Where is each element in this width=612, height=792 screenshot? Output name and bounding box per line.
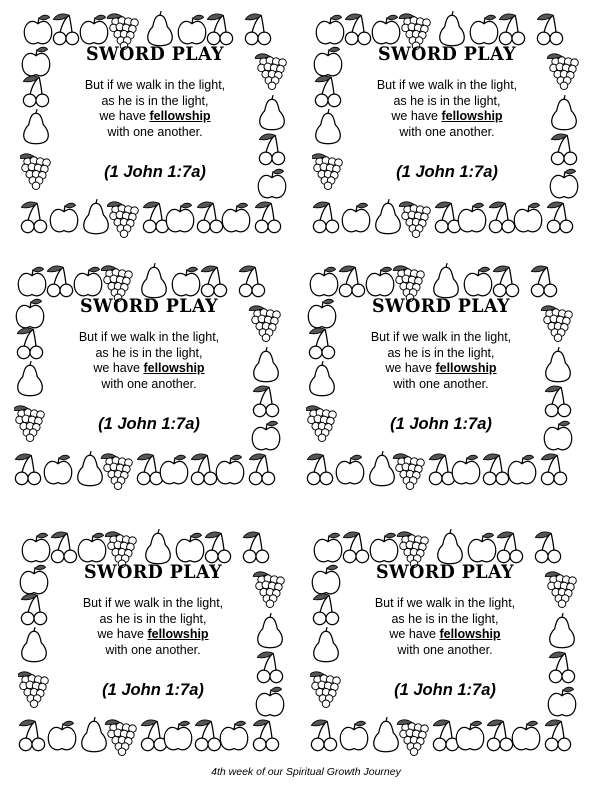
- verse-card: [310, 528, 580, 756]
- cherry-icon: [307, 454, 332, 485]
- verse-line-3-prefix: we have: [99, 109, 146, 123]
- verse-card: [18, 528, 288, 756]
- verse-text: [60, 596, 246, 658]
- cherry-icon: [197, 202, 222, 233]
- grapes-icon: [253, 572, 284, 608]
- cherry-icon: [545, 386, 570, 417]
- cherry-icon: [549, 652, 574, 683]
- apple-icon: [220, 721, 248, 750]
- cherry-icon: [309, 328, 334, 359]
- cherry-icon: [489, 202, 514, 233]
- cherry-icon: [497, 532, 522, 563]
- cherry-icon: [343, 532, 368, 563]
- apple-icon: [458, 203, 486, 232]
- grapes-icon: [547, 54, 578, 90]
- apple-icon: [178, 15, 206, 44]
- verse-line-1: But if we walk in the light,: [78, 330, 220, 344]
- verse-highlight-word: fellowship: [149, 109, 211, 123]
- apple-icon: [252, 421, 280, 450]
- cherry-icon: [537, 14, 562, 45]
- grapes-icon: [255, 54, 286, 90]
- pear-icon: [254, 347, 279, 382]
- verse-line-3: [352, 627, 538, 643]
- apple-icon: [366, 267, 394, 296]
- grapes-icon: [101, 454, 132, 490]
- verse-reference: (1 John 1:7a): [390, 415, 492, 433]
- card-title: SWORD PLAY: [85, 44, 224, 66]
- page-footer: 4th week of our Spiritual Growth Journey: [211, 766, 401, 778]
- apple-icon: [160, 455, 188, 484]
- apple-icon: [308, 299, 336, 328]
- verse-card: [20, 10, 290, 238]
- verse-line-4: with one another.: [397, 642, 493, 657]
- apple-icon: [22, 533, 50, 562]
- cherry-icon: [253, 386, 278, 417]
- apple-icon: [314, 533, 342, 562]
- cherry-icon: [47, 266, 72, 297]
- cherry-icon: [19, 720, 44, 751]
- card-content: [62, 42, 248, 182]
- cherry-icon: [137, 454, 162, 485]
- grapes-icon: [545, 572, 576, 608]
- verse-line-3-prefix: we have: [97, 627, 144, 641]
- verse-line-4: with one another.: [101, 376, 197, 391]
- grapes-icon: [14, 406, 44, 442]
- cherry-icon: [21, 202, 46, 233]
- apple-icon: [18, 267, 46, 296]
- cherry-icon: [315, 76, 340, 107]
- verse-line-1: But if we walk in the light,: [376, 78, 518, 92]
- verse-line-4: with one another.: [107, 124, 203, 139]
- verse-line-3: [60, 627, 246, 643]
- verse-card: [306, 262, 576, 490]
- card-content: [352, 560, 538, 700]
- cherry-icon: [243, 532, 268, 563]
- apple-icon: [316, 15, 344, 44]
- verse-highlight-word: fellowship: [435, 361, 497, 375]
- verse-line-3: [348, 361, 534, 377]
- card-content: [60, 560, 246, 700]
- verse-text: [348, 330, 534, 392]
- cherry-icon: [531, 266, 556, 297]
- cherry-icon: [249, 454, 274, 485]
- apple-icon: [340, 721, 368, 750]
- pear-icon: [550, 613, 575, 648]
- pear-icon: [376, 199, 401, 234]
- pear-icon: [258, 613, 283, 648]
- pear-icon: [18, 361, 43, 396]
- apple-icon: [370, 533, 398, 562]
- verse-reference: (1 John 1:7a): [98, 415, 200, 433]
- card-title: SWORD PLAY: [83, 562, 222, 584]
- pear-icon: [142, 263, 167, 298]
- pear-icon: [22, 627, 47, 662]
- verse-line-1: But if we walk in the light,: [374, 596, 516, 610]
- verse-text: [56, 330, 242, 392]
- grapes-icon: [399, 202, 430, 238]
- verse-text: [354, 78, 540, 140]
- grapes-icon: [306, 406, 336, 442]
- card-title: SWORD PLAY: [371, 296, 510, 318]
- verse-line-4: with one another.: [105, 642, 201, 657]
- apple-icon: [336, 455, 364, 484]
- pear-icon: [146, 529, 171, 564]
- pear-icon: [84, 199, 109, 234]
- apple-icon: [512, 721, 540, 750]
- verse-highlight-word: fellowship: [439, 627, 501, 641]
- verse-line-2: as he is in the light,: [391, 611, 499, 626]
- verse-text: [352, 596, 538, 658]
- apple-icon: [456, 721, 484, 750]
- apple-icon: [80, 15, 108, 44]
- apple-icon: [172, 267, 200, 296]
- pear-icon: [440, 11, 465, 46]
- verse-line-2: as he is in the light,: [393, 93, 501, 108]
- grapes-icon: [393, 454, 424, 490]
- pear-icon: [438, 529, 463, 564]
- cherry-icon: [255, 202, 280, 233]
- apple-icon: [312, 565, 340, 594]
- apple-icon: [314, 47, 342, 76]
- cherry-icon: [259, 134, 284, 165]
- apple-icon: [514, 203, 542, 232]
- verse-line-1: But if we walk in the light,: [82, 596, 224, 610]
- verse-highlight-word: fellowship: [147, 627, 209, 641]
- pear-icon: [314, 627, 339, 662]
- pear-icon: [374, 717, 399, 752]
- apple-icon: [470, 15, 498, 44]
- apple-icon: [544, 421, 572, 450]
- cherry-icon: [493, 266, 518, 297]
- apple-icon: [74, 267, 102, 296]
- apple-icon: [258, 169, 286, 198]
- verse-line-3-prefix: we have: [385, 361, 432, 375]
- cherry-icon: [15, 454, 40, 485]
- cherry-icon: [541, 454, 566, 485]
- apple-icon: [372, 15, 400, 44]
- verse-line-1: But if we walk in the light,: [370, 330, 512, 344]
- apple-icon: [550, 169, 578, 198]
- cherry-icon: [339, 266, 364, 297]
- cherry-icon: [487, 720, 512, 751]
- grapes-icon: [397, 720, 428, 756]
- grapes-icon: [105, 720, 136, 756]
- cherry-icon: [433, 720, 458, 751]
- pear-icon: [78, 451, 103, 486]
- grapes-icon: [107, 202, 138, 238]
- grapes-icon: [18, 672, 48, 708]
- cherry-icon: [201, 266, 226, 297]
- grapes-icon: [249, 306, 280, 342]
- apple-icon: [508, 455, 536, 484]
- verse-card: [14, 262, 284, 490]
- verse-reference: (1 John 1:7a): [104, 163, 206, 181]
- cherry-icon: [257, 652, 282, 683]
- cherry-icon: [239, 266, 264, 297]
- card-content: [56, 294, 242, 434]
- verse-card: [312, 10, 582, 238]
- grapes-icon: [20, 154, 50, 190]
- cherry-icon: [51, 532, 76, 563]
- verse-line-1: But if we walk in the light,: [84, 78, 226, 92]
- apple-icon: [342, 203, 370, 232]
- cherry-icon: [345, 14, 370, 45]
- cherry-icon: [195, 720, 220, 751]
- card-content: [348, 294, 534, 434]
- cherry-icon: [253, 720, 278, 751]
- cherry-icon: [429, 454, 454, 485]
- verse-reference: (1 John 1:7a): [396, 163, 498, 181]
- pear-icon: [82, 717, 107, 752]
- cherry-icon: [143, 202, 168, 233]
- verse-reference: (1 John 1:7a): [394, 681, 496, 699]
- pear-icon: [546, 347, 571, 382]
- cherry-icon: [207, 14, 232, 45]
- apple-icon: [256, 687, 284, 716]
- apple-icon: [452, 455, 480, 484]
- verse-highlight-word: fellowship: [143, 361, 205, 375]
- pear-icon: [148, 11, 173, 46]
- grapes-icon: [312, 154, 342, 190]
- apple-icon: [78, 533, 106, 562]
- cherry-icon: [547, 202, 572, 233]
- apple-icon: [166, 203, 194, 232]
- grapes-icon: [310, 672, 340, 708]
- cherry-icon: [483, 454, 508, 485]
- cherry-icon: [311, 720, 336, 751]
- apple-icon: [548, 687, 576, 716]
- cherry-icon: [23, 76, 48, 107]
- verse-line-3-prefix: we have: [93, 361, 140, 375]
- verse-line-3: [62, 109, 248, 125]
- grapes-icon: [541, 306, 572, 342]
- apple-icon: [44, 455, 72, 484]
- apple-icon: [16, 299, 44, 328]
- verse-highlight-word: fellowship: [441, 109, 503, 123]
- apple-icon: [176, 533, 204, 562]
- cherry-icon: [17, 328, 42, 359]
- card-content: [354, 42, 540, 182]
- verse-line-3: [354, 109, 540, 125]
- cherry-icon: [21, 594, 46, 625]
- verse-line-3: [56, 361, 242, 377]
- pear-icon: [370, 451, 395, 486]
- cherry-icon: [245, 14, 270, 45]
- card-title: SWORD PLAY: [79, 296, 218, 318]
- pear-icon: [24, 109, 49, 144]
- verse-line-2: as he is in the light,: [95, 345, 203, 360]
- card-title: SWORD PLAY: [375, 562, 514, 584]
- pear-icon: [260, 95, 285, 130]
- apple-icon: [310, 267, 338, 296]
- apple-icon: [50, 203, 78, 232]
- cherry-icon: [313, 202, 338, 233]
- cherry-icon: [313, 594, 338, 625]
- apple-icon: [24, 15, 52, 44]
- verse-line-2: as he is in the light,: [387, 345, 495, 360]
- cherry-icon: [545, 720, 570, 751]
- cherry-icon: [191, 454, 216, 485]
- apple-icon: [216, 455, 244, 484]
- verse-line-4: with one another.: [393, 376, 489, 391]
- apple-icon: [48, 721, 76, 750]
- verse-line-3-prefix: we have: [389, 627, 436, 641]
- pear-icon: [316, 109, 341, 144]
- apple-icon: [464, 267, 492, 296]
- cherry-icon: [435, 202, 460, 233]
- verse-text: [62, 78, 248, 140]
- cherry-icon: [205, 532, 230, 563]
- cherry-icon: [535, 532, 560, 563]
- verse-line-3-prefix: we have: [391, 109, 438, 123]
- cherry-icon: [551, 134, 576, 165]
- apple-icon: [164, 721, 192, 750]
- pear-icon: [552, 95, 577, 130]
- apple-icon: [20, 565, 48, 594]
- apple-icon: [22, 47, 50, 76]
- cherry-icon: [141, 720, 166, 751]
- card-title: SWORD PLAY: [377, 44, 516, 66]
- pear-icon: [310, 361, 335, 396]
- verse-reference: (1 John 1:7a): [102, 681, 204, 699]
- apple-icon: [222, 203, 250, 232]
- cherry-icon: [499, 14, 524, 45]
- apple-icon: [468, 533, 496, 562]
- verse-line-4: with one another.: [399, 124, 495, 139]
- cherry-icon: [53, 14, 78, 45]
- verse-line-2: as he is in the light,: [101, 93, 209, 108]
- verse-line-2: as he is in the light,: [99, 611, 207, 626]
- pear-icon: [434, 263, 459, 298]
